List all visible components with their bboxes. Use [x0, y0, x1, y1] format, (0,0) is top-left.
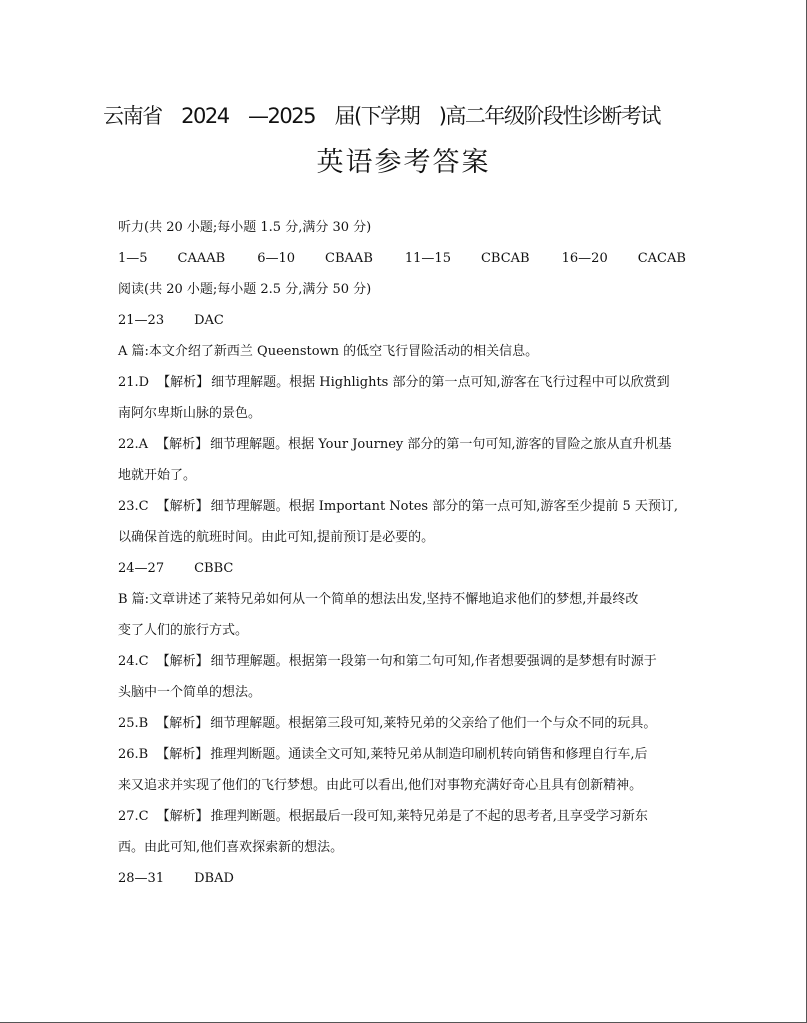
listening-answers [118, 243, 698, 274]
explanation-line [118, 367, 698, 398]
explanation-continuation: 南阿尔卑斯山脉的景色。 [118, 406, 262, 421]
answer-key-title: 英语参考答案 [316, 147, 491, 178]
explanation-tag: 【解析】 [156, 809, 209, 824]
answer-value: CACAB [637, 251, 686, 266]
explanation-continuation: 头脑中一个简单的想法。 [118, 685, 262, 700]
answer-range: 1—5 [118, 251, 148, 266]
explanation-tag: 【解析】 [156, 654, 209, 669]
answer-value: CBCAB [480, 251, 530, 266]
explanation-continuation: 西。由此可知,他们喜欢探索新的想法。 [118, 840, 344, 855]
explanation-line [118, 739, 698, 770]
question-id: 26.B [118, 747, 149, 762]
answer-value: CBAAB [325, 251, 373, 266]
explanation-text: 细节理解题。根据 Highlights 部分的第一点可知,游客在飞行过程中可以欣赏到 [211, 375, 670, 390]
answer-value: DAC [194, 313, 224, 328]
answer-range: 24—27 [118, 561, 165, 576]
explanation-continuation: 以确保首选的航班时间。由此可知,提前预订是必要的。 [118, 530, 435, 545]
explanation-tag: 【解析】 [156, 499, 209, 514]
explanation-text: 细节理解题。根据 Important Notes 部分的第一点可知,游客至少提前 5 天预订, [210, 499, 679, 514]
explanation-line [118, 429, 698, 460]
answer-range: 28—31 [118, 871, 165, 886]
explanation-tag: 【解析】 [156, 716, 209, 731]
answer-key-body [118, 212, 698, 894]
explanation-tag: 【解析】 [156, 437, 209, 452]
answer-range: 11—15 [404, 251, 451, 266]
exam-header-title: 云南省 2024 —2025 届(下学期 )高二年级阶段性诊断考试 [103, 104, 660, 128]
answer-range: 21—23 [118, 313, 165, 328]
explanation-tag: 【解析】 [157, 375, 210, 390]
explanation-text: 细节理解题。根据 Your Journey 部分的第一句可知,游客的冒险之旅从直升机基 [210, 437, 672, 452]
listening-heading: 听力(共 20 小题;每小题 1.5 分,满分 30 分) [118, 220, 372, 235]
section-b-summary-continuation: 变了人们的旅行方式。 [118, 623, 249, 638]
answer-value: DBAD [194, 871, 234, 886]
answer-range: 6—10 [257, 251, 296, 266]
explanation-text: 细节理解题。根据第三段可知,莱特兄弟的父亲给了他们一个与众不同的玩具。 [210, 716, 657, 731]
answer-value: CBBC [194, 561, 234, 576]
explanation-text: 推理判断题。通读全文可知,莱特兄弟从制造印刷机转向销售和修理自行车,后 [210, 747, 648, 762]
section-c-answers [118, 863, 698, 894]
explanation-line [118, 708, 698, 739]
question-id: 22.A [118, 437, 149, 452]
question-id: 23.C [118, 499, 149, 514]
explanation-line [118, 491, 698, 522]
explanation-line [118, 646, 698, 677]
explanation-text: 推理判断题。根据最后一段可知,莱特兄弟是了不起的思考者,且享受学习新东 [210, 809, 648, 824]
explanation-text: 细节理解题。根据第一段第一句和第二句可知,作者想要强调的是梦想有时源于 [210, 654, 657, 669]
explanation-line [118, 801, 698, 832]
section-b-summary: B 篇:文章讲述了莱特兄弟如何从一个简单的想法出发,坚持不懈地追求他们的梦想,并最终改 [118, 592, 639, 607]
question-id: 21.D [118, 375, 150, 390]
question-id: 24.C [118, 654, 149, 669]
question-id: 27.C [118, 809, 149, 824]
section-a-answers [118, 305, 698, 336]
answer-value: CAAAB [177, 251, 226, 266]
question-id: 25.B [118, 716, 149, 731]
section-a-summary: A 篇:本文介绍了新西兰 Queenstown 的低空飞行冒险活动的相关信息。 [118, 344, 539, 359]
explanation-tag: 【解析】 [156, 747, 209, 762]
section-b-answers [118, 553, 698, 584]
answer-range: 16—20 [561, 251, 608, 266]
reading-heading: 阅读(共 20 小题;每小题 2.5 分,满分 50 分) [118, 282, 372, 297]
explanation-continuation: 地就开始了。 [118, 468, 197, 483]
explanation-continuation: 来又追求并实现了他们的飞行梦想。由此可以看出,他们对事物充满好奇心且具有创新精神。 [118, 778, 643, 793]
